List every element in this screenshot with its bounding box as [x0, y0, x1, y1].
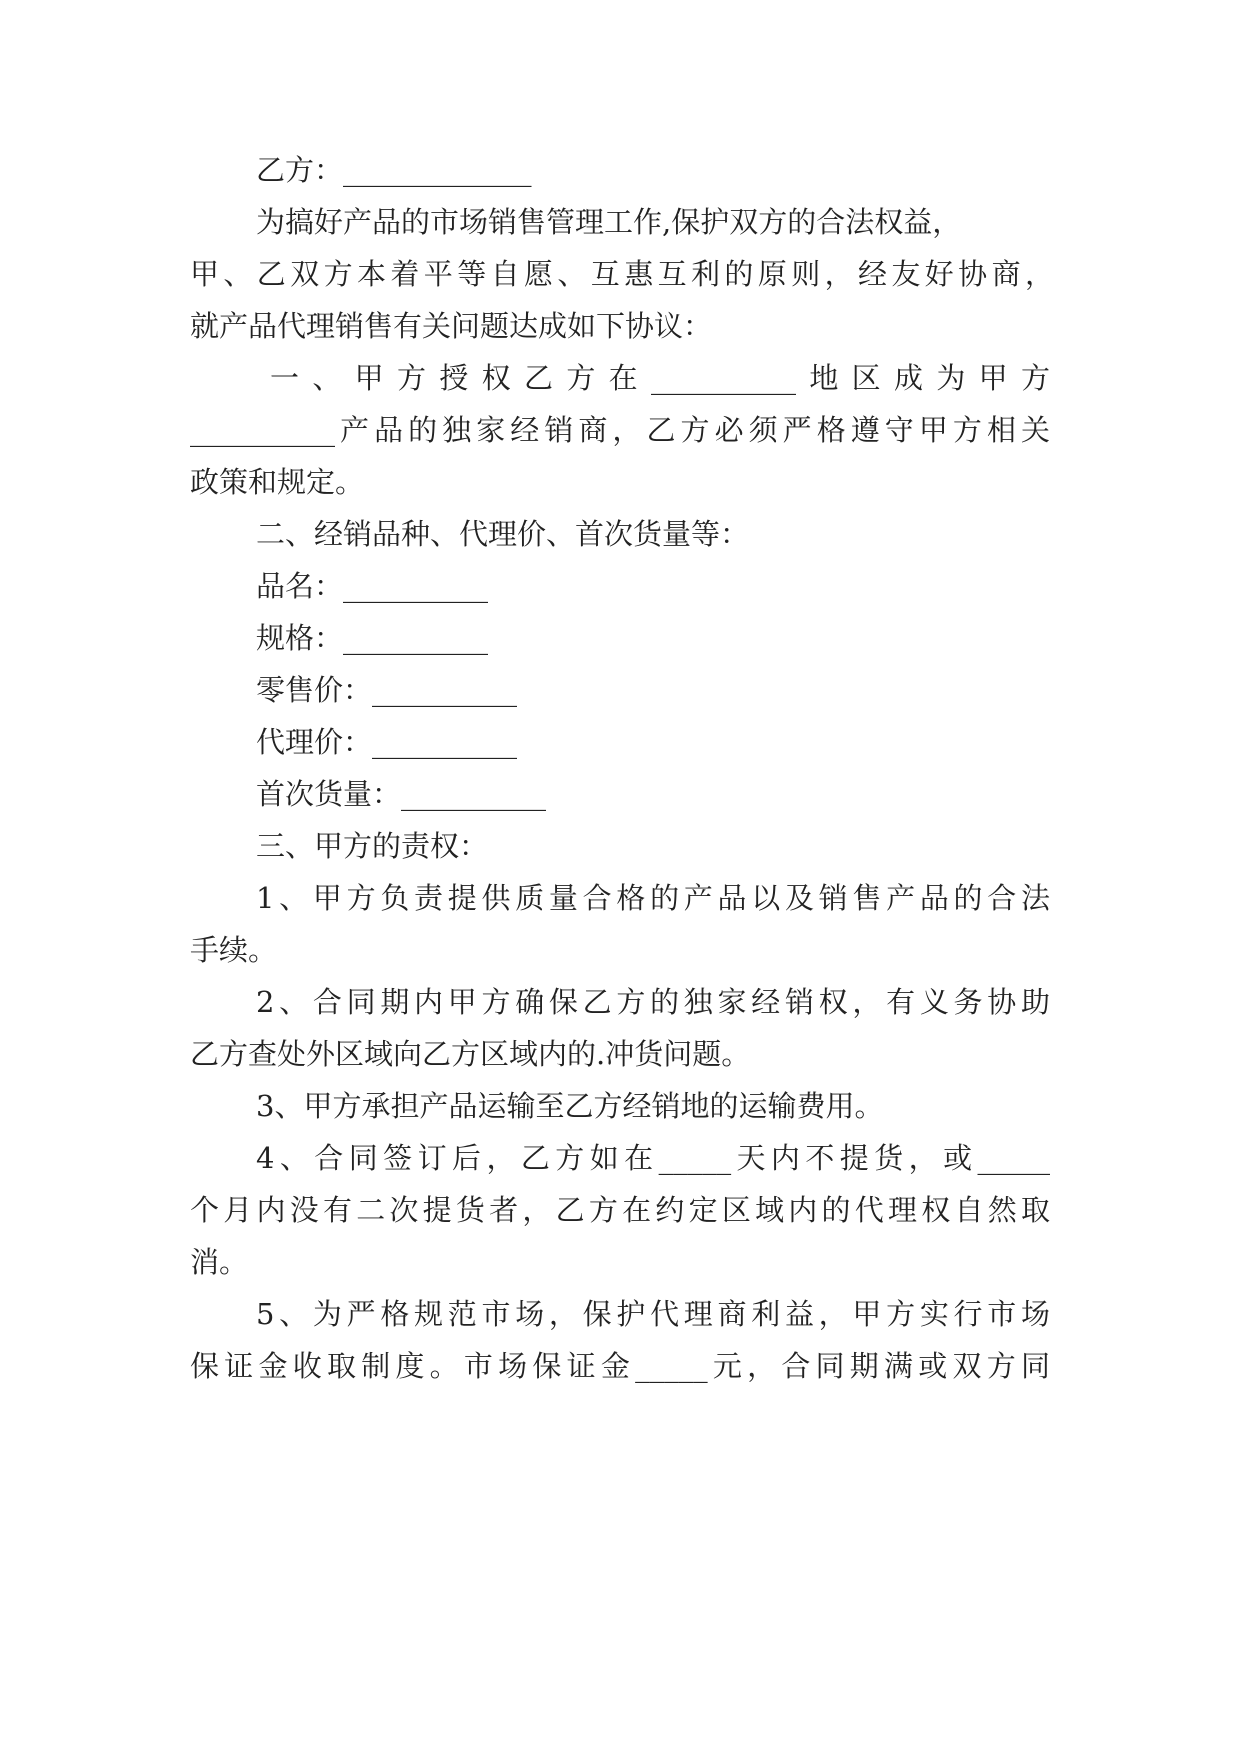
- item-line: 乙方查处外区域向乙方区域内的.冲货问题。: [190, 1037, 751, 1071]
- item-line: 5、为严格规范市场，保护代理商利益，甲方实行市场: [256, 1297, 1050, 1331]
- item-line: 2、合同期内甲方确保乙方的独家经销权，有义务协助: [256, 985, 1050, 1019]
- paragraph-line: 就产品代理销售有关问题达成如下协议：: [190, 309, 713, 343]
- item-line: 1、甲方负责提供质量合格的产品以及销售产品的合法: [256, 881, 1050, 915]
- section-heading: 二、经销品种、代理价、首次货量等：: [256, 517, 750, 551]
- item-line: 3、甲方承担产品运输至乙方经销地的运输费用。: [256, 1089, 884, 1123]
- paragraph-line: 为搞好产品的市场销售管理工作,保护双方的合法权益，: [256, 205, 962, 239]
- item-line: 消。: [190, 1245, 249, 1279]
- clause-1-line: 一、甲方授权乙方在__________地区成为甲方: [270, 361, 1050, 395]
- section-heading: 三、甲方的责权：: [256, 829, 489, 863]
- party-b-line: 乙方：_____________: [256, 153, 532, 187]
- paragraph-line: 甲、乙双方本着平等自愿、互惠互利的原则，经友好协商，: [190, 257, 1054, 291]
- clause-1-line: 政策和规定。: [190, 465, 365, 499]
- spec-field: 规格：__________: [256, 621, 489, 655]
- item-line: 个月内没有二次提货者，乙方在约定区域内的代理权自然取: [190, 1193, 1050, 1227]
- item-line: 保证金收取制度。市场保证金_____元，合同期满或双方同: [190, 1349, 1050, 1383]
- item-line: 4、合同签订后，乙方如在_____天内不提货，或_____: [256, 1141, 1050, 1175]
- first-order-field: 首次货量：__________: [256, 777, 547, 811]
- product-name-field: 品名：__________: [256, 569, 489, 603]
- retail-price-field: 零售价：__________: [256, 673, 518, 707]
- agent-price-field: 代理价：__________: [256, 725, 518, 759]
- item-line: 手续。: [190, 933, 278, 967]
- clause-1-line: __________产品的独家经销商，乙方必须严格遵守甲方相关: [190, 413, 1050, 447]
